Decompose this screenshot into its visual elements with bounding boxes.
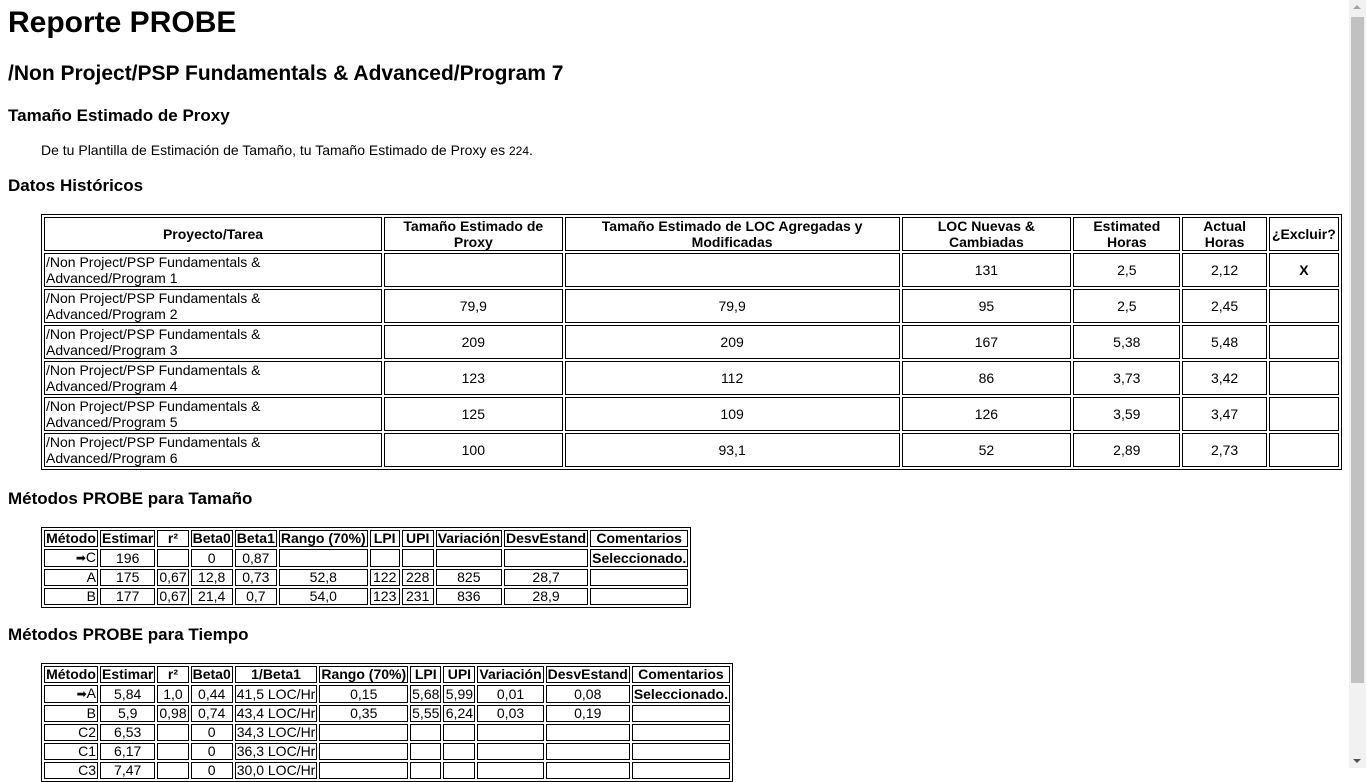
col-upi: UPI bbox=[402, 530, 434, 547]
time-method-cell-upi bbox=[443, 743, 475, 760]
historical-cell-loc-added bbox=[565, 253, 900, 287]
size-method-cell-range bbox=[279, 549, 368, 567]
historical-cell-exclude bbox=[1269, 325, 1339, 359]
time-method-cell-variation bbox=[477, 762, 543, 779]
historical-value-est-hours: 3,73 bbox=[1113, 370, 1141, 386]
time-method-cell-beta1 bbox=[235, 705, 318, 722]
size-method-cell-beta0 bbox=[191, 588, 233, 605]
col-beta0: Beta0 bbox=[192, 666, 231, 682]
col-estimate: Estimar bbox=[102, 530, 154, 546]
historical-value-act-hours: 2,45 bbox=[1210, 298, 1239, 314]
historical-value-loc-added: 209 bbox=[720, 334, 744, 350]
time-method-value-r2: 0,98 bbox=[159, 705, 187, 721]
time-method-value-beta1: 36,3 LOC/Hr bbox=[236, 743, 316, 759]
size-method-value-estimate: 175 bbox=[116, 569, 140, 585]
historical-value-act-hours: 2,73 bbox=[1210, 442, 1239, 458]
historical-cell-loc-new bbox=[902, 253, 1072, 287]
size-method-cell-lpi bbox=[370, 588, 400, 605]
time-method-value-r2: 1,0 bbox=[163, 685, 183, 702]
historical-value-est-hours: 2,5 bbox=[1117, 298, 1137, 314]
col-beta1: Beta1 bbox=[236, 530, 275, 546]
historical-cell-exclude bbox=[1269, 289, 1339, 323]
historical-value-project: /Non Project/PSP Fundamentals & Advanced/Program 1 bbox=[46, 254, 261, 286]
size-method-value-range: 54,0 bbox=[309, 588, 337, 604]
col-loc-added: Tamaño Estimado de LOC Agregadas y Modificadas bbox=[565, 217, 900, 251]
col-proxy-size: Tamaño Estimado de Proxy bbox=[384, 217, 563, 251]
size-method-value-beta1: 0,87 bbox=[242, 549, 270, 566]
time-method-cell-beta1 bbox=[235, 743, 318, 760]
historical-value-loc-new: 86 bbox=[978, 370, 995, 386]
historical-value-project: /Non Project/PSP Fundamentals & Advanced/Program 4 bbox=[46, 362, 261, 394]
time-method-cell-r2 bbox=[157, 762, 188, 779]
col-beta0: Beta0 bbox=[192, 530, 231, 546]
time-method-value-beta0: 0 bbox=[207, 762, 216, 778]
size-method-value-beta1: 0,7 bbox=[246, 588, 266, 604]
time-method-row bbox=[44, 743, 730, 760]
historical-cell-loc-added bbox=[565, 325, 900, 359]
historical-cell-act-hours bbox=[1182, 289, 1266, 323]
time-method-cell-lpi bbox=[410, 685, 441, 703]
time-method-cell-upi bbox=[443, 705, 475, 722]
time-method-value-method: B bbox=[86, 705, 96, 721]
historical-cell-project bbox=[44, 289, 382, 323]
time-method-cell-lpi bbox=[410, 743, 441, 760]
time-method-value-method: C3 bbox=[78, 762, 96, 778]
historical-value-loc-added: 93,1 bbox=[718, 442, 746, 458]
time-method-cell-comments bbox=[632, 685, 730, 703]
historical-value-loc-new: 131 bbox=[974, 262, 999, 278]
size-method-cell-comments bbox=[590, 549, 688, 567]
size-method-value-r2: 0,67 bbox=[159, 588, 187, 604]
time-method-cell-estimate bbox=[100, 705, 155, 722]
historical-cell-proxy bbox=[384, 289, 563, 323]
historical-cell-project bbox=[44, 433, 382, 467]
size-method-cell-stddev bbox=[504, 588, 588, 605]
time-method-cell-comments bbox=[632, 705, 730, 722]
size-method-value-range: 52,8 bbox=[309, 569, 337, 585]
historical-value-est-hours: 2,89 bbox=[1113, 442, 1141, 458]
time-methods-heading: Métodos PROBE para Tiempo bbox=[8, 625, 249, 644]
time-method-cell-beta0 bbox=[191, 743, 233, 760]
scroll-thumb[interactable] bbox=[1351, 17, 1364, 683]
time-method-cell-range bbox=[319, 743, 408, 760]
size-method-cell-beta0 bbox=[191, 569, 233, 586]
historical-cell-proxy bbox=[384, 325, 563, 359]
size-method-cell-stddev bbox=[504, 549, 588, 567]
historical-cell-proxy bbox=[384, 361, 563, 395]
size-method-value-lpi: 123 bbox=[373, 588, 397, 604]
historical-cell-loc-new bbox=[902, 397, 1072, 431]
proxy-suffix: . bbox=[529, 142, 533, 158]
size-method-row bbox=[44, 588, 688, 605]
historical-row bbox=[44, 325, 1339, 359]
col-stddev: DesvEstand bbox=[547, 666, 628, 682]
time-method-cell-r2 bbox=[157, 743, 188, 760]
time-method-cell-stddev bbox=[546, 743, 630, 760]
time-method-cell-method bbox=[44, 762, 98, 779]
historical-value-est-hours: 2,5 bbox=[1117, 262, 1137, 278]
time-method-cell-beta0 bbox=[191, 724, 233, 741]
size-method-cell-upi bbox=[402, 569, 434, 586]
historical-heading: Datos Históricos bbox=[8, 176, 144, 195]
size-method-value-stddev: 28,9 bbox=[532, 588, 560, 604]
size-method-cell-upi bbox=[402, 588, 434, 605]
col-act-hours: Actual Horas bbox=[1182, 217, 1266, 251]
time-method-cell-variation bbox=[477, 685, 543, 703]
time-method-value-beta1: 30,0 LOC/Hr bbox=[236, 762, 316, 778]
historical-value-est-hours: 5,38 bbox=[1113, 334, 1141, 350]
historical-value-loc-added: 79,9 bbox=[718, 298, 746, 314]
historical-value-loc-new: 52 bbox=[978, 442, 995, 458]
size-method-value-method: C bbox=[85, 549, 96, 565]
proxy-statement bbox=[41, 142, 1343, 159]
page-title: Reporte PROBE bbox=[8, 6, 237, 39]
time-method-cell-method bbox=[44, 743, 98, 760]
time-method-value-estimate: 5,84 bbox=[114, 685, 142, 702]
historical-value-loc-new: 167 bbox=[974, 334, 999, 350]
col-est-hours: Estimated Horas bbox=[1073, 217, 1180, 251]
historical-cell-proxy bbox=[384, 397, 563, 431]
col-upi: UPI bbox=[443, 666, 475, 683]
historical-value-loc-added: 112 bbox=[720, 370, 744, 386]
time-method-value-beta1: 43,4 LOC/Hr bbox=[236, 705, 316, 721]
historical-cell-exclude bbox=[1269, 253, 1339, 287]
time-method-value-beta0: 0,44 bbox=[198, 685, 226, 702]
historical-cell-est-hours bbox=[1073, 325, 1180, 359]
size-method-cell-estimate bbox=[100, 549, 155, 567]
time-method-value-comments: Seleccionado. bbox=[633, 685, 728, 702]
time-method-cell-stddev bbox=[546, 685, 630, 703]
size-method-cell-method bbox=[44, 588, 98, 605]
historical-value-act-hours: 3,42 bbox=[1210, 370, 1239, 386]
time-method-value-beta1: 34,3 LOC/Hr bbox=[236, 724, 316, 740]
size-method-cell-comments bbox=[590, 588, 688, 605]
historical-cell-exclude bbox=[1269, 433, 1339, 467]
historical-cell-proxy bbox=[384, 253, 563, 287]
historical-cell-loc-added bbox=[565, 361, 900, 395]
historical-value-exclude: X bbox=[1299, 262, 1309, 278]
time-method-value-lpi: 5,55 bbox=[412, 705, 440, 721]
time-method-value-stddev: 0,08 bbox=[574, 685, 602, 702]
time-method-cell-upi bbox=[443, 685, 475, 703]
time-method-cell-method bbox=[44, 685, 98, 703]
time-method-value-method: A bbox=[86, 685, 96, 701]
time-method-cell-range bbox=[319, 705, 408, 722]
historical-row bbox=[44, 253, 1339, 287]
historical-value-act-hours: 2,12 bbox=[1210, 262, 1239, 278]
time-method-value-range: 0,15 bbox=[350, 685, 378, 702]
time-method-cell-beta0 bbox=[191, 762, 233, 779]
size-method-cell-range bbox=[279, 569, 368, 586]
size-method-cell-r2 bbox=[157, 549, 188, 567]
time-method-cell-beta0 bbox=[191, 685, 233, 703]
historical-cell-loc-added bbox=[565, 397, 900, 431]
time-method-cell-lpi bbox=[410, 762, 441, 779]
historical-value-loc-new: 126 bbox=[974, 406, 999, 422]
time-method-cell-range bbox=[319, 762, 408, 779]
time-method-cell-variation bbox=[477, 705, 543, 722]
historical-value-proxy: 79,9 bbox=[459, 298, 487, 314]
size-method-value-variation: 836 bbox=[457, 588, 481, 604]
historical-cell-act-hours bbox=[1182, 433, 1266, 467]
proxy-heading: Tamaño Estimado de Proxy bbox=[8, 106, 230, 125]
historical-cell-exclude bbox=[1269, 397, 1339, 431]
scroll-up-arrow-icon[interactable] bbox=[1353, 5, 1361, 9]
report-page bbox=[8, 0, 1343, 782]
time-method-cell-comments bbox=[632, 762, 730, 779]
time-method-value-beta0: 0,74 bbox=[198, 705, 226, 721]
historical-header-row bbox=[44, 217, 1339, 251]
col-lpi: LPI bbox=[370, 530, 400, 547]
time-method-cell-method bbox=[44, 724, 98, 741]
arrow-right-icon: ➡ bbox=[76, 687, 87, 701]
time-method-row bbox=[44, 762, 730, 779]
historical-row bbox=[44, 397, 1339, 431]
size-method-cell-beta1 bbox=[235, 549, 277, 567]
time-method-value-beta0: 0 bbox=[207, 724, 216, 740]
time-method-value-upi: 6,24 bbox=[445, 705, 474, 721]
arrow-right-icon: ➡ bbox=[75, 551, 86, 565]
size-method-cell-variation bbox=[436, 569, 502, 586]
col-range: Rango (70%) bbox=[280, 530, 366, 546]
time-method-cell-r2 bbox=[157, 724, 188, 741]
historical-value-loc-added: 109 bbox=[720, 406, 744, 422]
time-method-cell-beta0 bbox=[191, 705, 233, 722]
historical-value-proxy: 100 bbox=[461, 442, 485, 458]
size-method-cell-beta0 bbox=[191, 549, 233, 567]
historical-value-act-hours: 3,47 bbox=[1210, 406, 1239, 422]
time-method-cell-range bbox=[319, 685, 408, 703]
size-header-row bbox=[44, 530, 688, 547]
historical-cell-act-hours bbox=[1182, 397, 1266, 431]
size-method-cell-beta1 bbox=[235, 569, 277, 586]
size-method-cell-r2 bbox=[157, 588, 188, 605]
historical-cell-project bbox=[44, 325, 382, 359]
size-method-value-method: A bbox=[86, 569, 96, 585]
time-method-cell-estimate bbox=[100, 762, 155, 779]
time-method-value-stddev: 0,19 bbox=[574, 705, 602, 721]
size-method-value-stddev: 28,7 bbox=[532, 569, 560, 585]
col-range: Rango (70%) bbox=[321, 666, 407, 682]
time-method-value-method: C1 bbox=[78, 743, 96, 759]
size-method-cell-variation bbox=[436, 588, 502, 605]
time-method-cell-comments bbox=[632, 724, 730, 741]
time-method-value-lpi: 5,68 bbox=[412, 685, 440, 702]
time-method-value-variation: 0,01 bbox=[496, 685, 525, 702]
time-method-value-variation: 0,03 bbox=[496, 705, 525, 721]
col-stddev: DesvEstand bbox=[505, 530, 587, 546]
size-method-value-beta1: 0,73 bbox=[242, 569, 270, 585]
historical-value-proxy: 209 bbox=[461, 334, 485, 350]
scroll-down-arrow-icon[interactable] bbox=[1353, 759, 1361, 763]
time-method-cell-upi bbox=[443, 762, 475, 779]
size-method-value-estimate: 196 bbox=[116, 549, 140, 566]
col-method: Método bbox=[44, 666, 98, 683]
col-exclude: ¿Excluir? bbox=[1269, 217, 1339, 251]
historical-value-act-hours: 5,48 bbox=[1210, 334, 1239, 350]
proxy-value: 224 bbox=[508, 144, 529, 158]
size-method-value-comments: Seleccionado. bbox=[592, 549, 687, 566]
size-method-cell-variation bbox=[436, 549, 502, 567]
time-method-cell-upi bbox=[443, 724, 475, 741]
col-project: Proyecto/Tarea bbox=[44, 217, 382, 251]
col-comments: Comentarios bbox=[590, 530, 688, 547]
historical-cell-loc-new bbox=[902, 433, 1072, 467]
time-method-cell-variation bbox=[477, 724, 543, 741]
size-method-row bbox=[44, 549, 688, 567]
time-method-value-estimate: 6,17 bbox=[114, 743, 142, 759]
size-methods-heading: Métodos PROBE para Tamaño bbox=[8, 489, 253, 508]
size-method-cell-r2 bbox=[157, 569, 188, 586]
time-method-value-estimate: 6,53 bbox=[114, 724, 142, 740]
time-method-cell-estimate bbox=[100, 685, 155, 703]
time-method-cell-range bbox=[319, 724, 408, 741]
size-method-value-estimate: 177 bbox=[116, 588, 140, 604]
time-method-cell-stddev bbox=[546, 705, 630, 722]
size-method-value-r2: 0,67 bbox=[159, 569, 187, 585]
historical-value-proxy: 125 bbox=[461, 406, 485, 422]
size-method-value-upi: 228 bbox=[406, 569, 430, 585]
historical-cell-loc-new bbox=[902, 361, 1072, 395]
historical-cell-exclude bbox=[1269, 361, 1339, 395]
time-method-cell-stddev bbox=[546, 724, 630, 741]
historical-cell-est-hours bbox=[1073, 289, 1180, 323]
proxy-text: De tu Plantilla de Estimación de Tamaño, tu Tamaño Estimado de Proxy es bbox=[41, 142, 506, 158]
historical-value-loc-new: 95 bbox=[978, 298, 995, 314]
size-method-cell-beta1 bbox=[235, 588, 277, 605]
vertical-scrollbar[interactable] bbox=[1349, 0, 1366, 768]
time-method-cell-lpi bbox=[410, 724, 441, 741]
historical-cell-act-hours bbox=[1182, 361, 1266, 395]
time-method-cell-variation bbox=[477, 743, 543, 760]
time-method-cell-comments bbox=[632, 743, 730, 760]
size-method-value-method: B bbox=[86, 588, 96, 604]
size-method-value-upi: 231 bbox=[406, 588, 430, 604]
time-method-cell-estimate bbox=[100, 724, 155, 741]
historical-cell-act-hours bbox=[1182, 325, 1266, 359]
time-method-cell-r2 bbox=[157, 685, 188, 703]
size-method-cell-method bbox=[44, 569, 98, 586]
historical-cell-project bbox=[44, 253, 382, 287]
time-method-row bbox=[44, 705, 730, 722]
col-estimate: Estimar bbox=[102, 666, 154, 682]
time-header-row bbox=[44, 666, 730, 683]
col-loc-new: LOC Nuevas & Cambiadas bbox=[902, 217, 1072, 251]
time-method-row bbox=[44, 685, 730, 703]
project-path: /Non Project/PSP Fundamentals & Advanced/Program 7 bbox=[8, 62, 564, 85]
size-method-cell-stddev bbox=[504, 569, 588, 586]
historical-row bbox=[44, 361, 1339, 395]
historical-cell-loc-added bbox=[565, 433, 900, 467]
time-method-cell-r2 bbox=[157, 705, 188, 722]
historical-value-project: /Non Project/PSP Fundamentals & Advanced/Program 6 bbox=[46, 434, 261, 466]
time-method-cell-beta1 bbox=[235, 685, 318, 703]
time-method-cell-lpi bbox=[410, 705, 441, 722]
time-method-row bbox=[44, 724, 730, 741]
time-method-cell-estimate bbox=[100, 743, 155, 760]
historical-value-project: /Non Project/PSP Fundamentals & Advanced/Program 5 bbox=[46, 398, 261, 430]
time-methods-table bbox=[41, 663, 733, 782]
time-method-cell-beta1 bbox=[235, 762, 318, 779]
col-r2: r² bbox=[157, 530, 188, 547]
col-comments: Comentarios bbox=[632, 666, 730, 683]
time-method-value-beta0: 0 bbox=[207, 743, 216, 759]
historical-cell-loc-new bbox=[902, 289, 1072, 323]
historical-cell-est-hours bbox=[1073, 433, 1180, 467]
size-methods-table bbox=[41, 527, 691, 608]
time-method-cell-method bbox=[44, 705, 98, 722]
size-method-cell-range bbox=[279, 588, 368, 605]
historical-value-est-hours: 3,59 bbox=[1113, 406, 1141, 422]
time-method-value-estimate: 5,9 bbox=[117, 705, 138, 721]
time-method-value-beta1: 41,5 LOC/Hr bbox=[236, 685, 316, 702]
size-method-cell-estimate bbox=[100, 569, 155, 586]
historical-value-proxy: 123 bbox=[461, 370, 485, 386]
historical-cell-act-hours bbox=[1182, 253, 1266, 287]
col-variation: Variación bbox=[437, 530, 500, 546]
time-method-value-upi: 5,99 bbox=[445, 685, 474, 702]
size-method-cell-lpi bbox=[370, 569, 400, 586]
time-method-value-method: C2 bbox=[78, 724, 96, 740]
historical-cell-est-hours bbox=[1073, 397, 1180, 431]
size-method-cell-lpi bbox=[370, 549, 400, 567]
col-variation: Variación bbox=[479, 666, 542, 682]
historical-cell-est-hours bbox=[1073, 253, 1180, 287]
time-method-value-range: 0,35 bbox=[350, 705, 378, 721]
historical-cell-est-hours bbox=[1073, 361, 1180, 395]
historical-table bbox=[41, 214, 1342, 470]
time-method-cell-stddev bbox=[546, 762, 630, 779]
historical-cell-proxy bbox=[384, 433, 563, 467]
historical-cell-project bbox=[44, 361, 382, 395]
col-inv-beta1: 1/Beta1 bbox=[235, 666, 318, 683]
size-method-value-beta0: 12,8 bbox=[198, 569, 226, 585]
historical-value-project: /Non Project/PSP Fundamentals & Advanced/Program 3 bbox=[46, 326, 261, 358]
col-method: Método bbox=[44, 530, 98, 547]
size-method-value-variation: 825 bbox=[457, 569, 481, 585]
historical-cell-loc-added bbox=[565, 289, 900, 323]
size-method-value-beta0: 0 bbox=[207, 549, 216, 566]
col-lpi: LPI bbox=[410, 666, 441, 683]
size-method-cell-method bbox=[44, 549, 98, 567]
historical-cell-project bbox=[44, 397, 382, 431]
historical-row bbox=[44, 433, 1339, 467]
size-method-value-lpi: 122 bbox=[373, 569, 397, 585]
size-method-cell-upi bbox=[402, 549, 434, 567]
size-method-cell-comments bbox=[590, 569, 688, 586]
size-method-cell-estimate bbox=[100, 588, 155, 605]
historical-row bbox=[44, 289, 1339, 323]
size-method-value-beta0: 21,4 bbox=[198, 588, 226, 604]
size-method-row bbox=[44, 569, 688, 586]
col-r2: r² bbox=[157, 666, 188, 683]
time-method-value-estimate: 7,47 bbox=[114, 762, 142, 778]
time-method-cell-beta1 bbox=[235, 724, 318, 741]
historical-value-project: /Non Project/PSP Fundamentals & Advanced/Program 2 bbox=[46, 290, 261, 322]
historical-cell-loc-new bbox=[902, 325, 1072, 359]
